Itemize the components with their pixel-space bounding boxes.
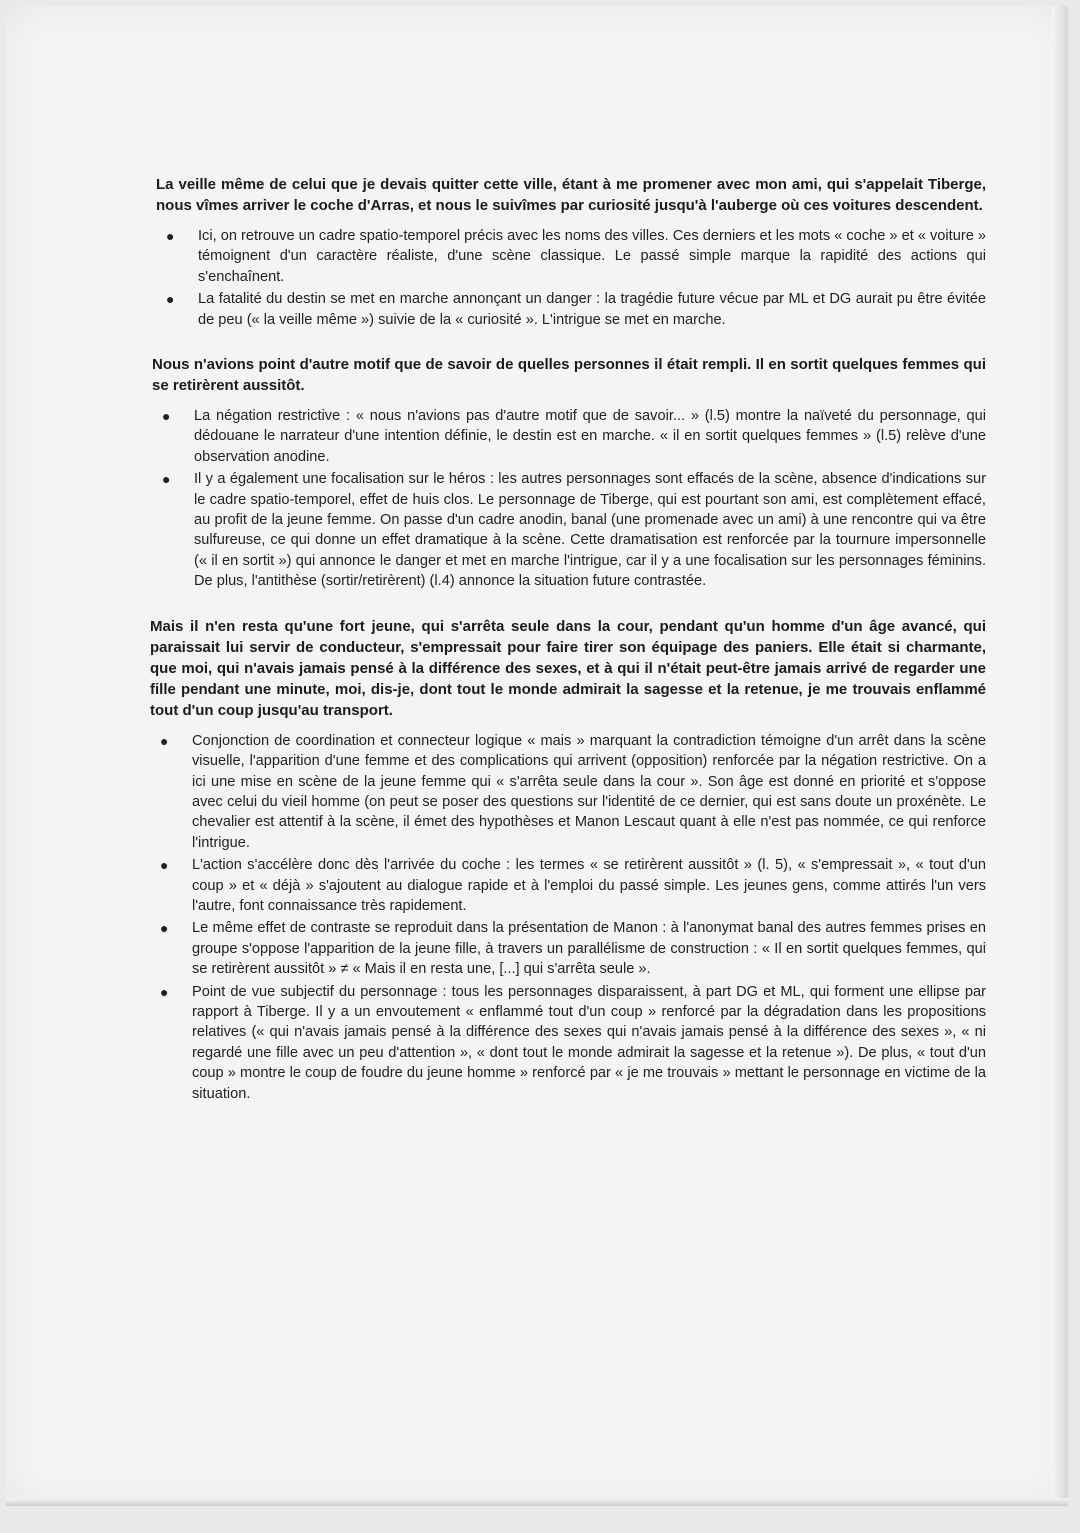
- analysis-list: [156, 226, 986, 330]
- analysis-list: [150, 731, 986, 1104]
- section-1: [156, 174, 986, 330]
- analysis-item: [152, 469, 986, 591]
- analysis-text: Point de vue subjectif du personnage : tous les personnages disparaissent, à part DG et ML, qui forment une ellipse par rapport à Tiberge. Il y a un envoutement « enflammé tout d'un coup » renforcé par la dégradation dans les propositions relatives (« qui n'avais jamais pensé à la différence des sexes qui n'avais jamais pensé à la différence des sexes », « ni regardé une fille avec un peu d'attention », « dont tout le monde admirait la sagesse et la retenue »). De plus, « tout d'un coup » montre le coup de foudre du jeune homme » renforcé par « je me trouvais » mettant le personnage en victime de la situation.: [192, 983, 986, 1102]
- analysis-text: Il y a également une focalisation sur le héros : les autres personnages sont effacés de la scène, absence d'indications sur le cadre spatio-temporel, effet de huis clos. Le personnage de Tiberge, qui est pourtant son ami, est complètement effacé, au profit de la jeune femme. On passe d'un cadre anodin, banal (une promenade avec un ami) à une rencontre qui va être sulfureuse, ce qui donne un effet dramatique à la scène. Cette dramatisation est renforcée par la tournure impersonnelle (« il en sortit ») qui annonce le danger et met en marche l'intrigue, car il y a une focalisation sur les personnages féminins. De plus, l'antithèse (sortir/retirèrent) (l.4) annonce la situation future contrastée.: [194, 471, 986, 590]
- page-bottom-edge: [6, 1498, 1068, 1506]
- analysis-text: Conjonction de coordination et connecteur logique « mais » marquant la contradiction témoigne d'un arrêt dans la scène visuelle, l'apparition d'une femme et des complications qui arrivent (opposition) renforcée par la négation restrictive. On a ici une mise en scène de la jeune femme qui « s'arrêta seule dans la cour ». Son âge est donné en priorité et s'oppose avec celui du vieil homme (on peut se poser des questions sur l'identité de ce dernier, qui est sans doute un proxénète. Le chevalier est attentif à la scène, il émet des hypothèses et Manon Lescaut quant à elle n'est pas nommée, ce qui renforce l'intrigue.: [192, 732, 986, 851]
- analysis-item: [156, 226, 986, 287]
- section-3: [150, 616, 986, 1104]
- analysis-item: [156, 289, 986, 330]
- page-edge-shadow: [1052, 6, 1068, 1506]
- bullet-icon: ●: [162, 471, 171, 488]
- quote-text: Mais il n'en resta qu'une fort jeune, qui s'arrêta seule dans la cour, pendant qu'un homme d'un âge avancé, qui paraissait lui servir de conducteur, s'empressait pour faire tirer son équipage des paniers. Elle était si charmante, que moi, qui n'avais jamais pensé à la différence des sexes, et à qui il n'était peut-être jamais arrivé de regarder une fille pendant une minute, moi, dis-je, dont tout le monde admirait la sagesse et la retenue, je me trouvais enflammé tout d'un coup jusqu'au transport.: [150, 617, 986, 719]
- document-content: [150, 174, 986, 1128]
- bullet-icon: ●: [160, 732, 169, 749]
- quote-text: Nous n'avions point d'autre motif que de savoir de quelles personnes il était rempli. Il en sortit quelques femmes qui se retirèrent aussitôt.: [152, 356, 986, 395]
- analysis-text: Le même effet de contraste se reproduit dans la présentation de Manon : à l'anonymat banal des autres femmes prises en groupe s'oppose l'apparition de la jeune fille, à travers un parallélisme de construction : « Il en sortit quelques femmes, qui se retirèrent aussitôt » ≠ « Mais il en resta une, [...] qui s'arrêta seule ».: [192, 920, 986, 978]
- analysis-item: [152, 406, 986, 467]
- analysis-item: [150, 731, 986, 853]
- analysis-item: [150, 855, 986, 916]
- analysis-item: [150, 982, 986, 1104]
- bullet-icon: ●: [160, 920, 169, 937]
- quote-text: La veille même de celui que je devais quitter cette ville, étant à me promener avec mon ami, qui s'appelait Tiberge, nous vîmes arriver le coche d'Arras, et nous le suivîmes par curiosité jusqu'à l'auberge où ces voitures descendent.: [156, 176, 986, 214]
- analysis-text: La fatalité du destin se met en marche annonçant un danger : la tragédie future vécue par ML et DG aurait pu être évitée de peu (« la veille même ») suivie de la « curiosité ». L'intrigue se met en marche.: [198, 291, 986, 328]
- bullet-icon: ●: [166, 228, 175, 244]
- bullet-icon: ●: [160, 983, 169, 1000]
- analysis-item: [150, 918, 986, 979]
- bullet-icon: ●: [160, 857, 169, 874]
- bullet-icon: ●: [166, 291, 175, 308]
- document-page: [6, 6, 1068, 1506]
- analysis-text: La négation restrictive : « nous n'avions pas d'autre motif que de savoir... » (l.5) montre la naïveté du personnage, qui dédouane le narrateur d'une intention définie, le destin est en marche. « il en sortit quelques femmes » (l.5) relève d'une observation anodine.: [194, 408, 986, 465]
- analysis-list: [152, 406, 986, 592]
- section-2: [152, 354, 986, 592]
- bullet-icon: ●: [162, 408, 171, 425]
- analysis-text: L'action s'accélère donc dès l'arrivée du coche : les termes « se retirèrent aussitôt » (l. 5), « s'empressait », « tout d'un coup » et « déjà » s'ajoutent au dialogue rapide et à l'emploi du passé simple. Les jeunes gens, comme attirés l'un vers l'autre, font connaissance très rapidement.: [192, 857, 986, 914]
- analysis-text: Ici, on retrouve un cadre spatio-temporel précis avec les noms des villes. Ces derniers et les mots « coche » et « voiture » témoignent d'un caractère réaliste, d'une scène classique. Le passé simple marque la rapidité des actions qui s'enchaînent.: [198, 228, 986, 285]
